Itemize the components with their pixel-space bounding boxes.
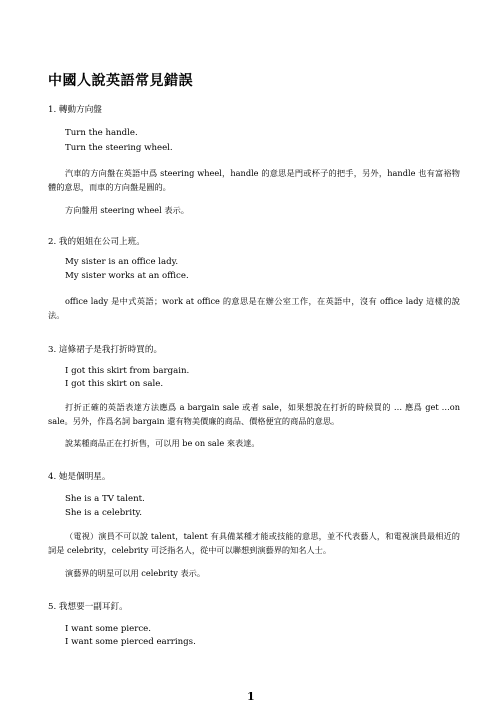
explanation-2: office lady 是中式英語；work at office 的意思是在辦公室工作，在英語中，沒有 office lady 這樣的說法。 xyxy=(48,296,460,320)
right-example-1: Turn the steering wheel. xyxy=(65,143,173,153)
question-4: 4. 她是個明星。 xyxy=(48,472,111,482)
question-2: 2. 我的姐姐在公司上班。 xyxy=(48,237,145,247)
note-1: 方向盤用 steering wheel 表示。 xyxy=(65,205,189,215)
page-number: 1 xyxy=(247,690,255,703)
right-example-3: I got this skirt on sale. xyxy=(65,379,164,389)
explanation-1: 汽車的方向盤在英語中爲 steering wheel，handle 的意思是門或杯子的把手，另外，handle 也有富裕物體的意思，而車的方向盤是圓的。 xyxy=(48,168,460,192)
page-title: 中國人說英語常見錯誤 xyxy=(48,73,193,89)
question-3: 3. 這條裙子是我打折時買的。 xyxy=(48,345,163,355)
wrong-example-1: Turn the handle. xyxy=(65,128,138,138)
wrong-example-5: I want some pierce. xyxy=(65,624,151,634)
right-example-2: My sister works at an office. xyxy=(65,271,189,281)
explanation-4: （電視）演員不可以說 talent，talent 有具備某種才能或技能的意思，並不代表藝人，和電視演員最相近的詞是 celebrity，celebrity 可泛指名人，從中可以聯想到演藝界的知名人士。 xyxy=(48,531,460,555)
question-1: 1. 轉動方向盤 xyxy=(48,105,102,115)
wrong-example-3: I got this skirt from bargain. xyxy=(65,366,190,376)
wrong-example-4: She is a TV talent. xyxy=(65,494,145,504)
note-4: 演藝界的明星可以用 celebrity 表示。 xyxy=(65,568,206,578)
question-5: 5. 我想要一副耳釘。 xyxy=(48,602,128,612)
note-3: 說某種商品正在打折售，可以用 be on sale 來表達。 xyxy=(65,438,260,448)
right-example-5: I want some pierced earrings. xyxy=(65,637,196,647)
right-example-4: She is a celebrity. xyxy=(65,508,142,518)
explanation-3: 打折正確的英語表達方法應爲 a bargain sale 或者 sale，如果想說在打折的時候買的 … 應爲 get …on sale。另外，作爲名詞 bargain 還有物美價廉的商品、價格便宜的商品的意思。 xyxy=(48,402,460,426)
wrong-example-2: My sister is an office lady. xyxy=(65,257,179,267)
